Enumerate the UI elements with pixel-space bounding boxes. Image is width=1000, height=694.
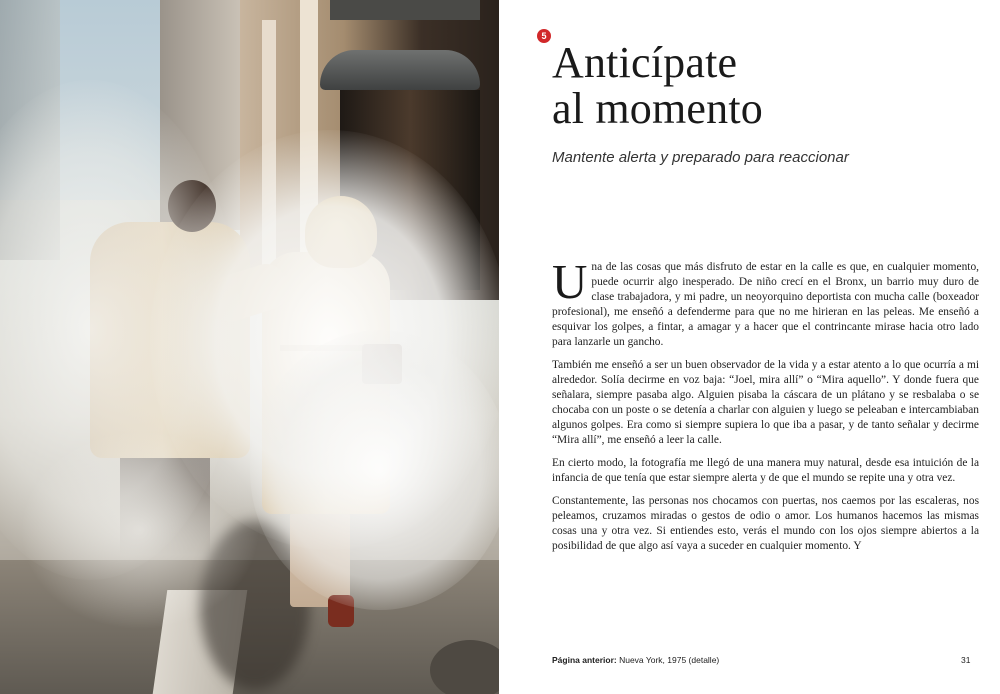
manhole-cover (430, 640, 499, 694)
chapter-title (552, 40, 972, 132)
drop-cap: U (552, 254, 588, 309)
photo-caption (552, 655, 719, 665)
paragraph: En cierto modo, la fotografía me llegó de una manera muy natural, desde esa intuición de la infancia de que tenía que estar siempre alerta y de que el mundo se repite una y otra vez. (552, 457, 979, 484)
body-text (552, 254, 979, 562)
caption-text: Nueva York, 1975 (detalle) (616, 655, 720, 665)
previous-page-photograph (0, 0, 499, 694)
paragraph-text: na de las cosas que más disfruto de estar en la calle es que, en cualquier momento, puede ocurrir algo inesperado. De niño crecí en el Bronx, un barrio muy duro de clase trabajadora, y mi padre, un neoyorquino deportista con mucha calle (boxeador profesional), me enseñó a defenderme para que no me hirieran en las peleas. Me enseñó a esquivar los golpes, a fintar, a amagar y a hacer que el contrincante mirase hacia otro lado para lanzarle un gancho. (552, 261, 979, 348)
store-awning (320, 50, 480, 90)
title-line-1: Anticípate (552, 38, 738, 87)
awning-top (330, 0, 480, 20)
steam-cloud (20, 430, 260, 630)
paragraph (552, 254, 979, 350)
caption-label: Página anterior: (552, 655, 617, 665)
page-number: 31 (961, 655, 971, 665)
chapter-number-badge: 5 (537, 29, 551, 43)
text-page (499, 0, 1000, 694)
steam-cloud (250, 330, 499, 610)
paragraph: También me enseñó a ser un buen observador de la vida y a estar atento a lo que ocurría a mi alrededor. Solía decirme en voz baja: “Joel, mira allí” o “Mira aquello”. Y donde fuera que señalara, siempre pasaba algo. Alguien pisaba la cáscara de un plátano y se resbalaba o se chocaba con un poste o se detenía a charlar con alguien y luego se peleaban e intercambiaban algunos golpes. Era como si siempre supiera lo que iba a pasar, y de tanto señalar y decirme “Mira allí”, me enseñó a leer la calle. (552, 359, 979, 446)
chapter-subtitle: Mantente alerta y preparado para reaccionar (552, 149, 849, 166)
paragraph: Constantemente, las personas nos chocamos con puertas, nos caemos por las escaleras, nos peleamos, cruzamos miradas o gestos de odio o amor. Los humanos hacemos las mismas cosas una y otra vez. Si entiendes esto, verás el mundo con los ojos siempre abiertos a la posibilidad de que algo así vaya a suceder en cualquier momento. Y (552, 495, 979, 552)
title-line-2: al momento (552, 84, 763, 133)
